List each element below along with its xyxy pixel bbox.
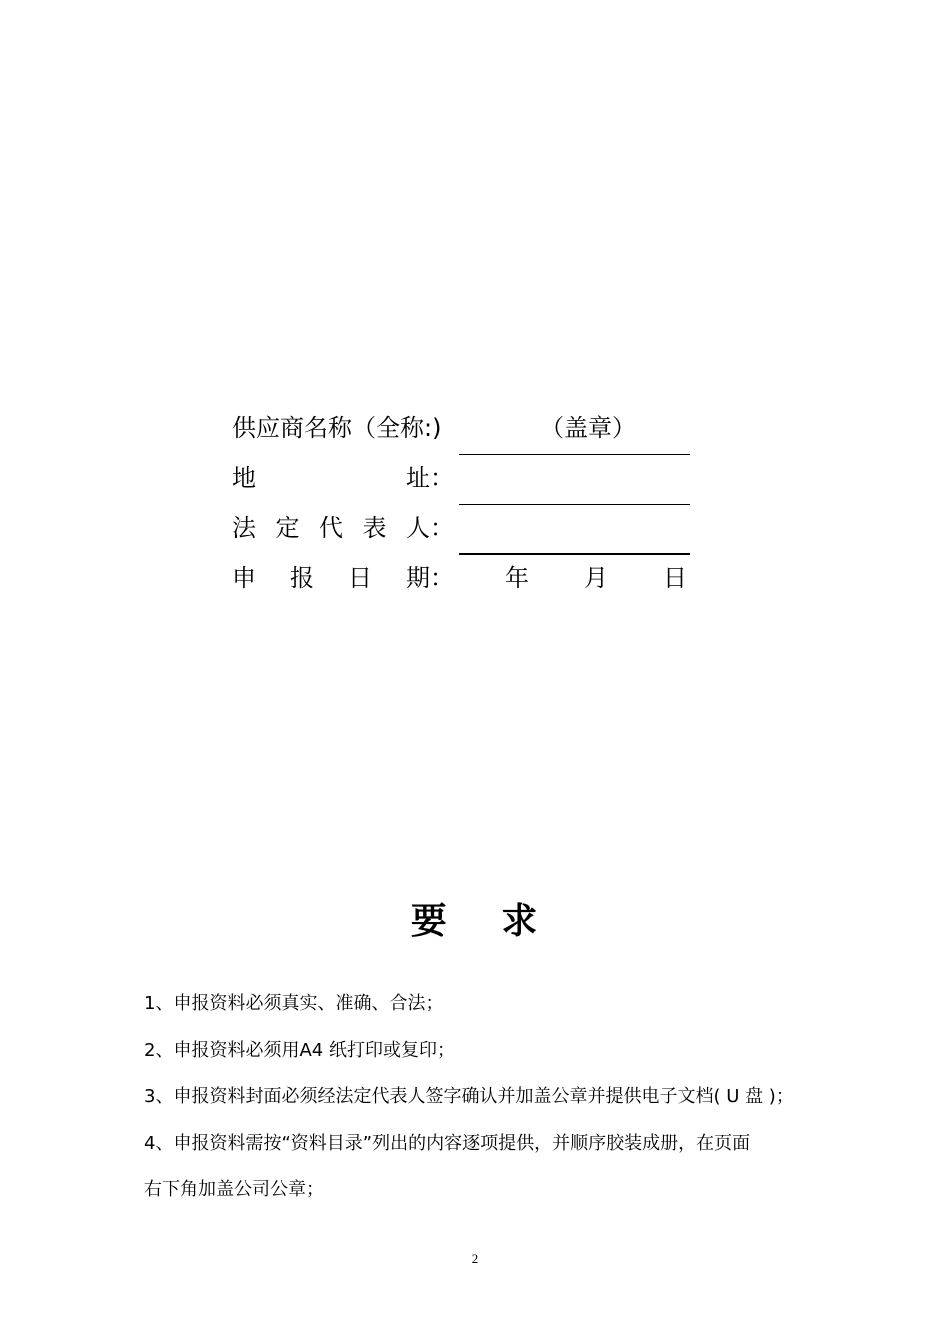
- seal-note: [540, 413, 636, 443]
- requirement-item: 1、申报资料必须真实、准确、合法；: [144, 993, 444, 1014]
- date-fields: [505, 563, 687, 593]
- page-number: 2: [471, 1251, 479, 1266]
- address-label-char: 地: [232, 464, 256, 492]
- legal-rep-underline: [459, 553, 690, 555]
- seal-note-text: （盖章）: [540, 414, 636, 442]
- legal-rep-label-char: 法: [232, 514, 256, 542]
- requirement-item-continued: 右下角加盖公司公章；: [144, 1179, 324, 1200]
- date-label: [232, 563, 454, 593]
- legal-rep-label-char: 代: [319, 514, 343, 542]
- requirement-item: 2、申报资料必须用A4 纸打印或复印；: [144, 1040, 455, 1061]
- date-label-char: 期：: [406, 564, 454, 592]
- requirement-item: 4、申报资料需按“资料目录”列出的内容逐项提供，并顺序胶装成册，在页面: [144, 1133, 751, 1154]
- date-label-char: 申: [232, 564, 256, 592]
- date-label-char: 日: [348, 564, 372, 592]
- legal-rep-label-char: 表: [362, 514, 387, 542]
- address-label-char: 址：: [406, 464, 454, 492]
- legal-rep-label-char: 人：: [406, 514, 454, 542]
- date-month-label: 月: [584, 564, 608, 592]
- supplier-name-row: [232, 413, 441, 443]
- date-year-label: 年: [505, 564, 529, 592]
- requirement-item: 3、申报资料封面必须经法定代表人签字确认并加盖公章并提供电子文档( U 盘 )；: [144, 1086, 794, 1107]
- date-label-char: 报: [290, 564, 314, 592]
- requirements-heading: 要 求: [410, 901, 540, 942]
- date-row: [232, 563, 454, 593]
- address-label: [232, 463, 454, 493]
- address-underline: [459, 504, 690, 505]
- legal-rep-label: [232, 513, 454, 543]
- date-day-label: 日: [663, 564, 687, 592]
- address-row: [232, 463, 454, 493]
- supplier-name-underline: [459, 454, 690, 455]
- legal-rep-row: [232, 513, 454, 543]
- supplier-name-label: 供应商名称（全称:): [232, 414, 442, 442]
- legal-rep-label-char: 定: [275, 514, 300, 542]
- supplier-info-form: [0, 0, 950, 620]
